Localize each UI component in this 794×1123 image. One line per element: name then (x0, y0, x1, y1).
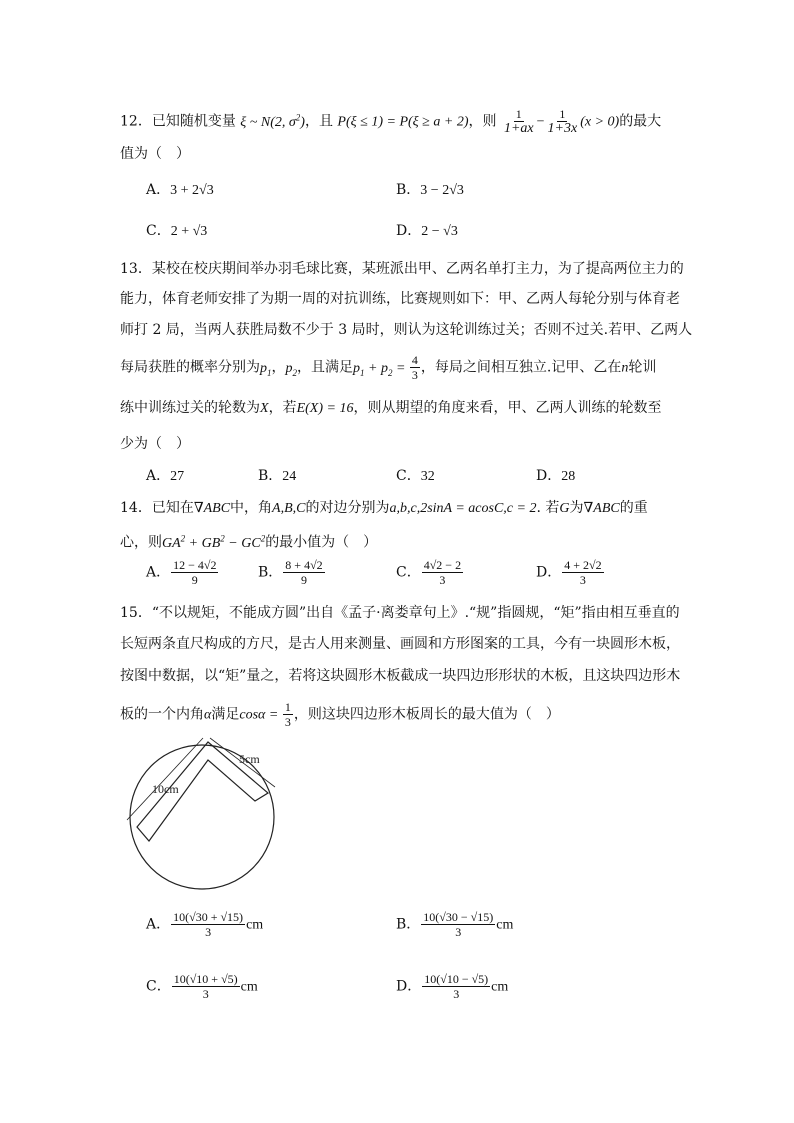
q12-option-b[interactable]: B．3 − 2√3 (396, 182, 464, 198)
q15-option-c[interactable]: C． $\frac{10(√10 + √5)}{3}$ cm (146, 972, 258, 1001)
q13-line5: 练中训练过关的轮数为X，若E(X) = 16，则从期望的角度来看，甲、乙两人训练的轮数至 (120, 400, 662, 416)
q14-option-c[interactable]: C． $\frac{4√2 - 2}{3}$ (396, 558, 462, 587)
q13-line4: 每局获胜的概率分别为$p_1$，$p_2$，且满足$p_1 + p_2$ = $\frac{4}{3}$ ，每局之间相互独立.记甲、乙在n轮训 (120, 353, 657, 382)
q12-option-c[interactable]: C．2 + √3 (146, 223, 208, 239)
q13-line3: 师打 2 局，当两人获胜局数不少于 3 局时，则认为这轮训练过关；否则不过关.若甲、乙两人 (120, 322, 693, 338)
q13-line1: 13．某校在校庆期间举办羽毛球比赛，某班派出甲、乙两名单打主力，为了提高两位主力的 (120, 261, 684, 277)
q13-option-c[interactable]: C．32 (396, 468, 435, 484)
q13-option-a[interactable]: A．27 (146, 468, 185, 484)
q14-option-d[interactable]: D． $\frac{4 + 2√2}{3}$ (536, 558, 602, 587)
q12-frac1: $\frac{1}{1+ax}$ (503, 107, 534, 137)
q12-condition: P(ξ ≤ 1) = P(ξ ≥ a + 2) (337, 114, 469, 130)
q12-option-d[interactable]: D．2 − √3 (396, 223, 458, 239)
q12-frac2: $\frac{1}{1+3x}$ (547, 107, 578, 137)
short-label: 5cm (239, 752, 260, 766)
q15-option-b[interactable]: B． $\frac{10(√30 - √15)}{3}$ cm (396, 910, 514, 939)
q15-line4: 板的一个内角α满足cosα = $\frac{1}{3}$ ，则这块四边形木板周长的最大值为（ ） (120, 700, 560, 729)
q13-line6: 少为（ ） (120, 436, 190, 452)
q15-line3: 按图中数据，以“矩”量之，若将这块圆形木板截成一块四边形形状的木板，且这块四边形木 (120, 668, 681, 684)
q13-option-b[interactable]: B．24 (258, 468, 297, 484)
circle-board (130, 745, 274, 889)
q14-line1: 14．已知在∇ABC中，角A,B,C的对边分别为a,b,c,2sinA = acosC,c = 2. 若G为∇ABC的重 (120, 500, 648, 516)
q15-line1: 15．“不以规矩，不能成方圆”出自《孟子·离娄章句上》.“规”指圆规，“矩”指由相互垂直的 (120, 605, 680, 621)
q12-line2: 值为（ ） (120, 146, 190, 162)
q12-line1: 12．已知随机变量 ξ ~ N(2, $\sigma^2$)，且 P(ξ ≤ 1) = P(ξ ≥ a + 2)，则 $\frac{1}{1+ax}$ − $\frac{1}{1+3x}$ (x > 0)的最大 (120, 107, 662, 137)
q14-option-b[interactable]: B． $\frac{8 + 4√2}{9}$ (258, 558, 323, 587)
q15-option-d[interactable]: D． $\frac{10(√10 - √5)}{3}$ cm (396, 972, 509, 1001)
q13-option-d[interactable]: D．28 (536, 468, 576, 484)
q14-line2: 心，则$GA^2 + GB^2 - GC^2$的最小值为（ ） (120, 533, 378, 551)
long-dimension-line (127, 738, 203, 820)
q15-frac: $\frac{1}{3}$ (284, 700, 291, 729)
q15-option-a[interactable]: A． $\frac{10(√30 + √15)}{3}$ cm (146, 910, 264, 939)
q12-option-a[interactable]: A．3 + 2√3 (146, 182, 214, 198)
q15-line2: 长短两条直尺构成的方尺，是古人用来测量、画圆和方形图案的工具，今有一块圆形木板， (120, 636, 680, 652)
q13-frac: $\frac{4}{3}$ (411, 353, 418, 382)
q12-dist: ξ ~ N(2, $\sigma^2$) (240, 112, 305, 130)
circle-square-figure (122, 735, 282, 895)
q13-line2: 能力，体育老师安排了为期一周的对抗训练，比赛规则如下：甲、乙两人每轮分别与体育老 (120, 291, 680, 307)
q14-option-a[interactable]: A． $\frac{12 - 4√2}{9}$ (146, 558, 217, 587)
long-label: 10cm (152, 782, 179, 796)
